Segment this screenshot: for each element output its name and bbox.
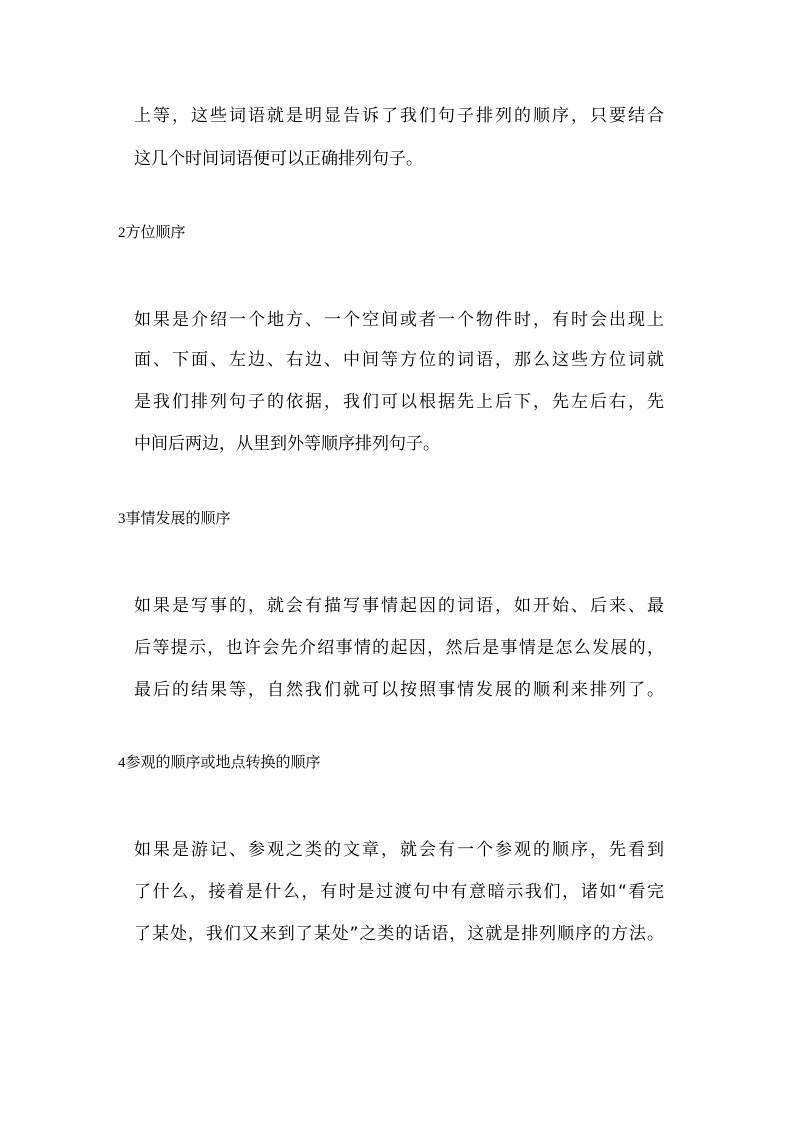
section-heading-2 — [118, 222, 186, 243]
section-4-line-3: 了某处，我们又来到了某处”之类的话语，这就是排列顺序的方法。 — [134, 924, 664, 944]
section-title: 事情发展的顺序 — [125, 509, 231, 527]
section-number: 3 — [118, 511, 126, 527]
section-number: 4 — [118, 755, 126, 771]
section-title: 参观的顺序或地点转换的顺序 — [125, 753, 321, 771]
section-2-line-3: 是我们排列句子的依据，我们可以根据先上后下，先左后右，先 — [134, 392, 664, 412]
section-title: 方位顺序 — [125, 223, 186, 241]
section-3-line-2: 后等提示，也许会先介绍事情的起因，然后是事情是怎么发展的， — [134, 638, 664, 658]
section-2-line-2: 面、下面、左边、右边、中间等方位的词语，那么这些方位词就 — [134, 350, 664, 370]
section-heading-3 — [118, 508, 231, 529]
section-number: 2 — [118, 225, 126, 241]
section-2-line-4: 中间后两边，从里到外等顺序排列句子。 — [134, 434, 440, 454]
section-3-line-3: 最后的结果等，自然我们就可以按照事情发展的顺利来排列了。 — [134, 680, 664, 700]
section-3-line-1: 如果是写事的，就会有描写事情起因的词语，如开始、后来、最 — [134, 596, 664, 616]
section-2-line-1: 如果是介绍一个地方、一个空间或者一个物件时，有时会出现上 — [134, 310, 664, 330]
section-heading-4 — [118, 752, 321, 773]
intro-line-2: 这几个时间词语便可以正确排列句子。 — [134, 149, 423, 169]
section-4-line-1: 如果是游记、参观之类的文章，就会有一个参观的顺序，先看到 — [134, 840, 664, 860]
section-4-line-2: 了什么，接着是什么，有时是过渡句中有意暗示我们，诸如“看完 — [134, 882, 664, 902]
intro-line-1: 上等，这些词语就是明显告诉了我们句子排列的顺序，只要结合 — [134, 106, 664, 126]
